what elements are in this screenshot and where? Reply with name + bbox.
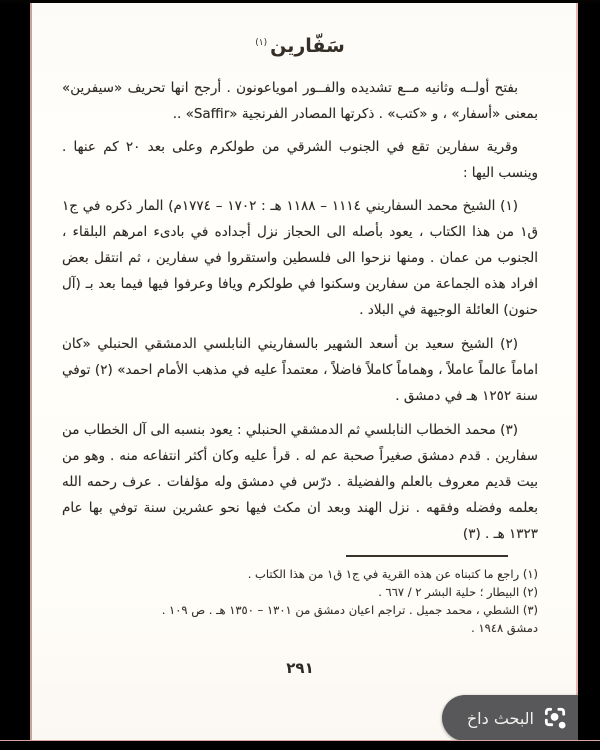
book-page <box>30 3 578 741</box>
lens-search-button[interactable] <box>442 695 578 741</box>
lens-search-label: البحث داخ <box>466 708 534 728</box>
title-text: سَفّارين <box>270 35 345 57</box>
footnotes-block <box>62 565 538 637</box>
footnote-3: (٣) الشطي ، محمد جميل . تراجم اعيان دمشق من ١٣٠١ – ١٣٥٠ هـ . ص ١٠٩ . <box>161 603 538 617</box>
footnote-2: (٢) البيطار ؛ حلية البشر ٢ / ٦٦٧ . <box>378 585 538 599</box>
footnote-divider <box>346 555 508 557</box>
title-footnote-marker: (١) <box>255 37 268 48</box>
footnote-3-continuation: دمشق ١٩٤٨ . <box>471 621 538 635</box>
page-title <box>62 35 538 57</box>
footnote-1: (١) راجع ما كتبناه عن هذه القرية في ج١ ق١ من هذا الكتاب . <box>247 567 538 581</box>
intro-paragraph-etymology: بفتح أولــه وثانيه مــع تشديده والفــور اموياعونون . أرجح انها تحريف «سيفرين» بمعنى «أسفار» ، و «كتب» . ذكرتها المصادر الفرنجية «Saffir» .. <box>62 80 538 122</box>
bottom-bezel <box>0 740 600 750</box>
biography-entry-2: (٢) الشيخ سعيد بن أسعد الشهير بالسفاريني النابلسي الدمشقي الحنبلي «كان اماماً عالماً عاملاً ، وهماماً كاملاً فاضلاً ، معتمداً عليه في مذهب الأمام احمد» (٢) توفي سنة ١٢٥٢ هـ في دمشق . <box>62 336 539 404</box>
page-number: ٢٩١ <box>286 659 314 677</box>
biography-entry-1: (١) الشيخ محمد السفاريني ١١١٤ – ١١٨٨ هـ : ١٧٠٢ – ١٧٧٤م) المار ذكره في ج١ ق١ من هذا الكتاب ، يعود بأصله الى الحجاز نزل أجداده في بادىء امرهم البلقاء ، الجنوب من عمان . ومنها نزحوا الى فلسطين واستقروا في سفارين ، ثم انتقل بعض افراد هذه الجماعة من سفارين وسكنوا في طولكرم ويافا وعرفوا فيها فيما بعد بـ (آل حنون) العائلة الوجيهة في البلاد . <box>62 198 538 318</box>
intro-paragraph-location: وقرية سفارين تقع في الجنوب الشرقي من طولكرم وعلى بعد ٢٠ كم عنها . وينسب اليها : <box>62 139 538 181</box>
biography-entry-3: (٣) محمد الخطاب النابلسي ثم الدمشقي الحنبلي : يعود بنسبه الى آل الخطاب من سفارين . قدم دمشق صغيراً صحبة عم له . قرأ عليه وكان أكثر انتفاعه منه . وهو من بيت قديم معروف بالعلم والفضيلة . درّس في دمشق وله مؤلفات . عرف رحمه الله بعلمه وفضله وفقهه . نزل الهند وبعد ان مكث فيها نحو عشرين سنة توفي بها عام ١٣٢٣ هـ . (٣) <box>62 422 538 542</box>
google-lens-icon <box>542 705 568 731</box>
page-content <box>32 3 576 677</box>
